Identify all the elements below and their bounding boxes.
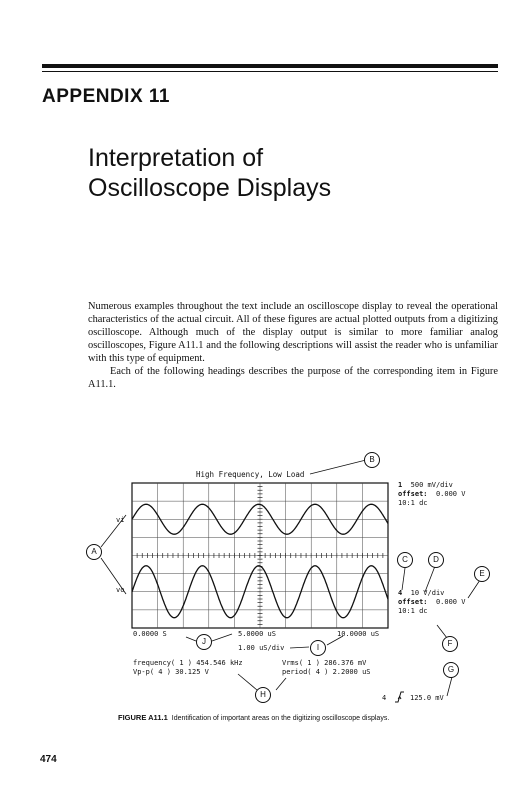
- callout-c: C: [397, 552, 413, 568]
- callout-b: B: [364, 452, 380, 468]
- channel-4-probe: 10:1 dc: [398, 607, 428, 615]
- channel-1-probe: 10:1 dc: [398, 499, 428, 507]
- leader-h-right: [276, 678, 286, 690]
- callout-h: H: [255, 687, 271, 703]
- measurements-right: [282, 659, 402, 677]
- callout-e: E: [474, 566, 490, 582]
- page-number: 474: [40, 754, 57, 765]
- period-value: 2.2000 uS: [332, 668, 371, 676]
- chapter-title-line2: Oscilloscope Displays: [88, 174, 332, 202]
- measurements-left: [133, 659, 273, 677]
- appendix-label: APPENDIX 11: [42, 86, 170, 107]
- channel-4-scale: 10 V/div: [410, 589, 445, 597]
- freq-value: 454.546 kHz: [196, 659, 243, 667]
- figure-caption: [118, 713, 389, 722]
- vpp-label: Vp-p( 4 ): [133, 668, 171, 676]
- channel-4-readout: [398, 589, 508, 616]
- callout-d: D: [428, 552, 444, 568]
- time-left: 0.0000 S: [133, 630, 167, 638]
- channel-1-number: 1: [398, 481, 403, 489]
- channel-1-offset-value: 0.000 V: [435, 490, 466, 498]
- freq-label: frequency( 1 ): [133, 659, 193, 667]
- channel-4-offset-label: offset:: [398, 598, 428, 606]
- trace-label-vi: vi: [116, 516, 125, 524]
- time-right: 10.0000 uS: [337, 630, 380, 638]
- leader-g: [447, 677, 452, 696]
- leader-j-right: [212, 634, 232, 641]
- channel-1-readout: [398, 481, 508, 508]
- figure-caption-label: FIGURE A11.1: [118, 713, 168, 722]
- trigger-channel: 4: [382, 694, 387, 702]
- callout-i: I: [310, 640, 326, 656]
- body-paragraph-1: Numerous examples throughout the text include an oscilloscope display to reveal the operational characteristics of the actual circuit. All of these figures are actual plotted outputs from a digitizing oscilloscope. Although much of the display output is similar to more familiar analog oscilloscopes, Figure A11.1 and the following descriptions will assist the reader who is unfamiliar with this type of equipment.: [88, 301, 498, 364]
- vpp-value: 30.125 V: [175, 668, 209, 676]
- callout-j: J: [196, 634, 212, 650]
- rising-edge-trigger-icon: [395, 692, 404, 702]
- timebase: 1.00 uS/div: [238, 644, 285, 652]
- figure-caption-text: Identification of important areas on the digitizing oscilloscope displays.: [171, 715, 390, 722]
- trigger-level: 125.0 mV: [410, 694, 444, 702]
- callout-f: F: [442, 636, 458, 652]
- leader-i: [290, 647, 309, 648]
- time-center: 5.0000 uS: [238, 630, 276, 638]
- callout-g: G: [443, 662, 459, 678]
- channel-1-offset-label: offset:: [398, 490, 428, 498]
- channel-4-offset-value: 0.000 V: [435, 598, 466, 606]
- vrms-label: Vrms( 1 ): [282, 659, 320, 667]
- trace-label-vo: vo: [116, 586, 125, 594]
- channel-4-number: 4: [398, 589, 403, 597]
- chapter-title-line1: Interpretation of: [88, 144, 264, 172]
- scope-title: High Frequency, Low Load: [196, 470, 305, 479]
- channel-1-scale: 500 mV/div: [410, 481, 453, 489]
- vrms-value: 286.376 mV: [324, 659, 367, 667]
- leader-j-left: [186, 637, 196, 641]
- leader-c: [402, 568, 405, 590]
- body-paragraph-2: Each of the following headings describes the purpose of the corresponding item in Figure A11.1.: [88, 366, 498, 390]
- callout-a: A: [86, 544, 102, 560]
- leader-b: [310, 460, 366, 474]
- period-label: period( 4 ): [282, 668, 329, 676]
